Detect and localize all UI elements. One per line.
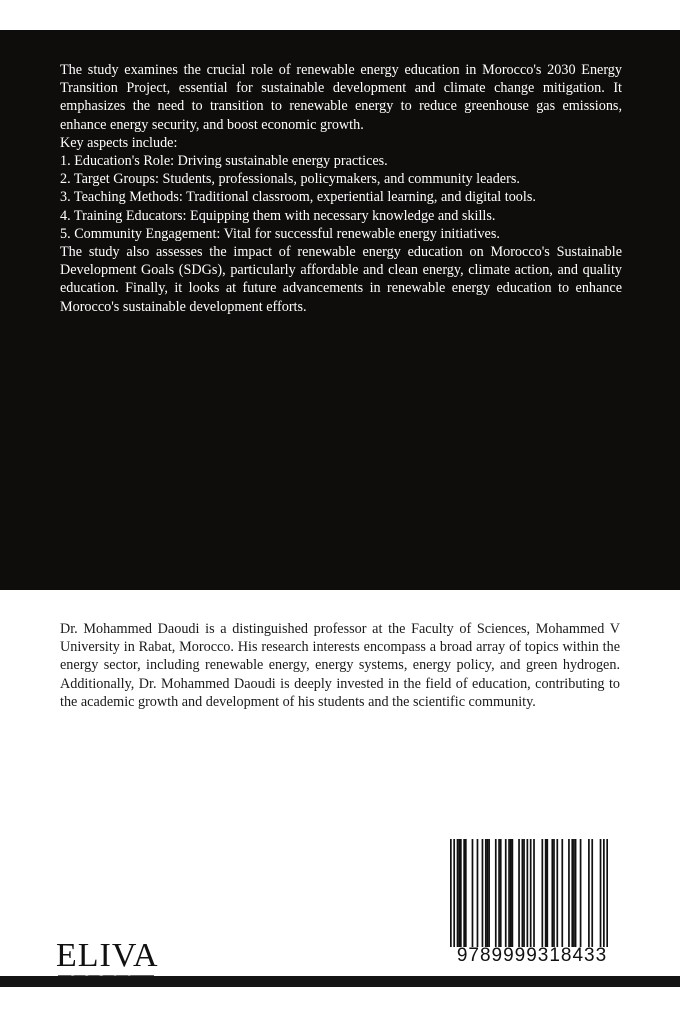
isbn-barcode bbox=[440, 833, 620, 973]
key-aspect-item: 2. Target Groups: Students, professionals, policymakers, and community leaders. bbox=[60, 171, 520, 188]
key-aspect-item: 4. Training Educators: Equipping them with necessary knowledge and skills. bbox=[60, 207, 496, 224]
key-aspect-item: 3. Teaching Methods: Traditional classroom, experiential learning, and digital tools. bbox=[60, 189, 536, 206]
key-aspect-item: 1. Education's Role: Driving sustainable energy practices. bbox=[60, 153, 388, 170]
top-margin bbox=[0, 0, 680, 30]
publisher-logo-text: ELIVA bbox=[56, 937, 159, 974]
key-aspects-heading: Key aspects include: bbox=[60, 134, 178, 151]
barcode-bars-icon bbox=[450, 839, 608, 947]
bottom-bar bbox=[0, 976, 680, 987]
summary-intro: The study examines the crucial role of renewable energy education in Morocco's 2030 Energy Transition Project, essential for sustainable development and climate change mitigation. It emphasizes the need to transition to renewable energy to reduce greenhouse gas emissions, enhance energy security, and boost economic growth. bbox=[60, 62, 622, 133]
key-aspect-item: 5. Community Engagement: Vital for successful renewable energy initiatives. bbox=[60, 225, 500, 242]
summary-panel bbox=[0, 30, 680, 590]
summary-conclusion: The study also assesses the impact of renewable energy education on Morocco's Sustainable Development Goals (SDGs), particularly affordable and clean energy, climate action, and quality education. Finally, it looks at future advancements in renewable energy education to enhance Morocco's sustainable development efforts. bbox=[60, 244, 622, 315]
isbn-number: 9789999318433 bbox=[456, 945, 608, 966]
author-bio: Dr. Mohammed Daoudi is a distinguished professor at the Faculty of Sciences, Mohammed V University in Rabat, Morocco. His research interests encompass a broad array of topics within the energy sector, including renewable energy, energy systems, energy policy, and green hydrogen. Additionally, Dr. Mohammed Daoudi is deeply invested in the field of education, contributing to the academic growth and development of his students and the scientific community. bbox=[60, 621, 620, 710]
